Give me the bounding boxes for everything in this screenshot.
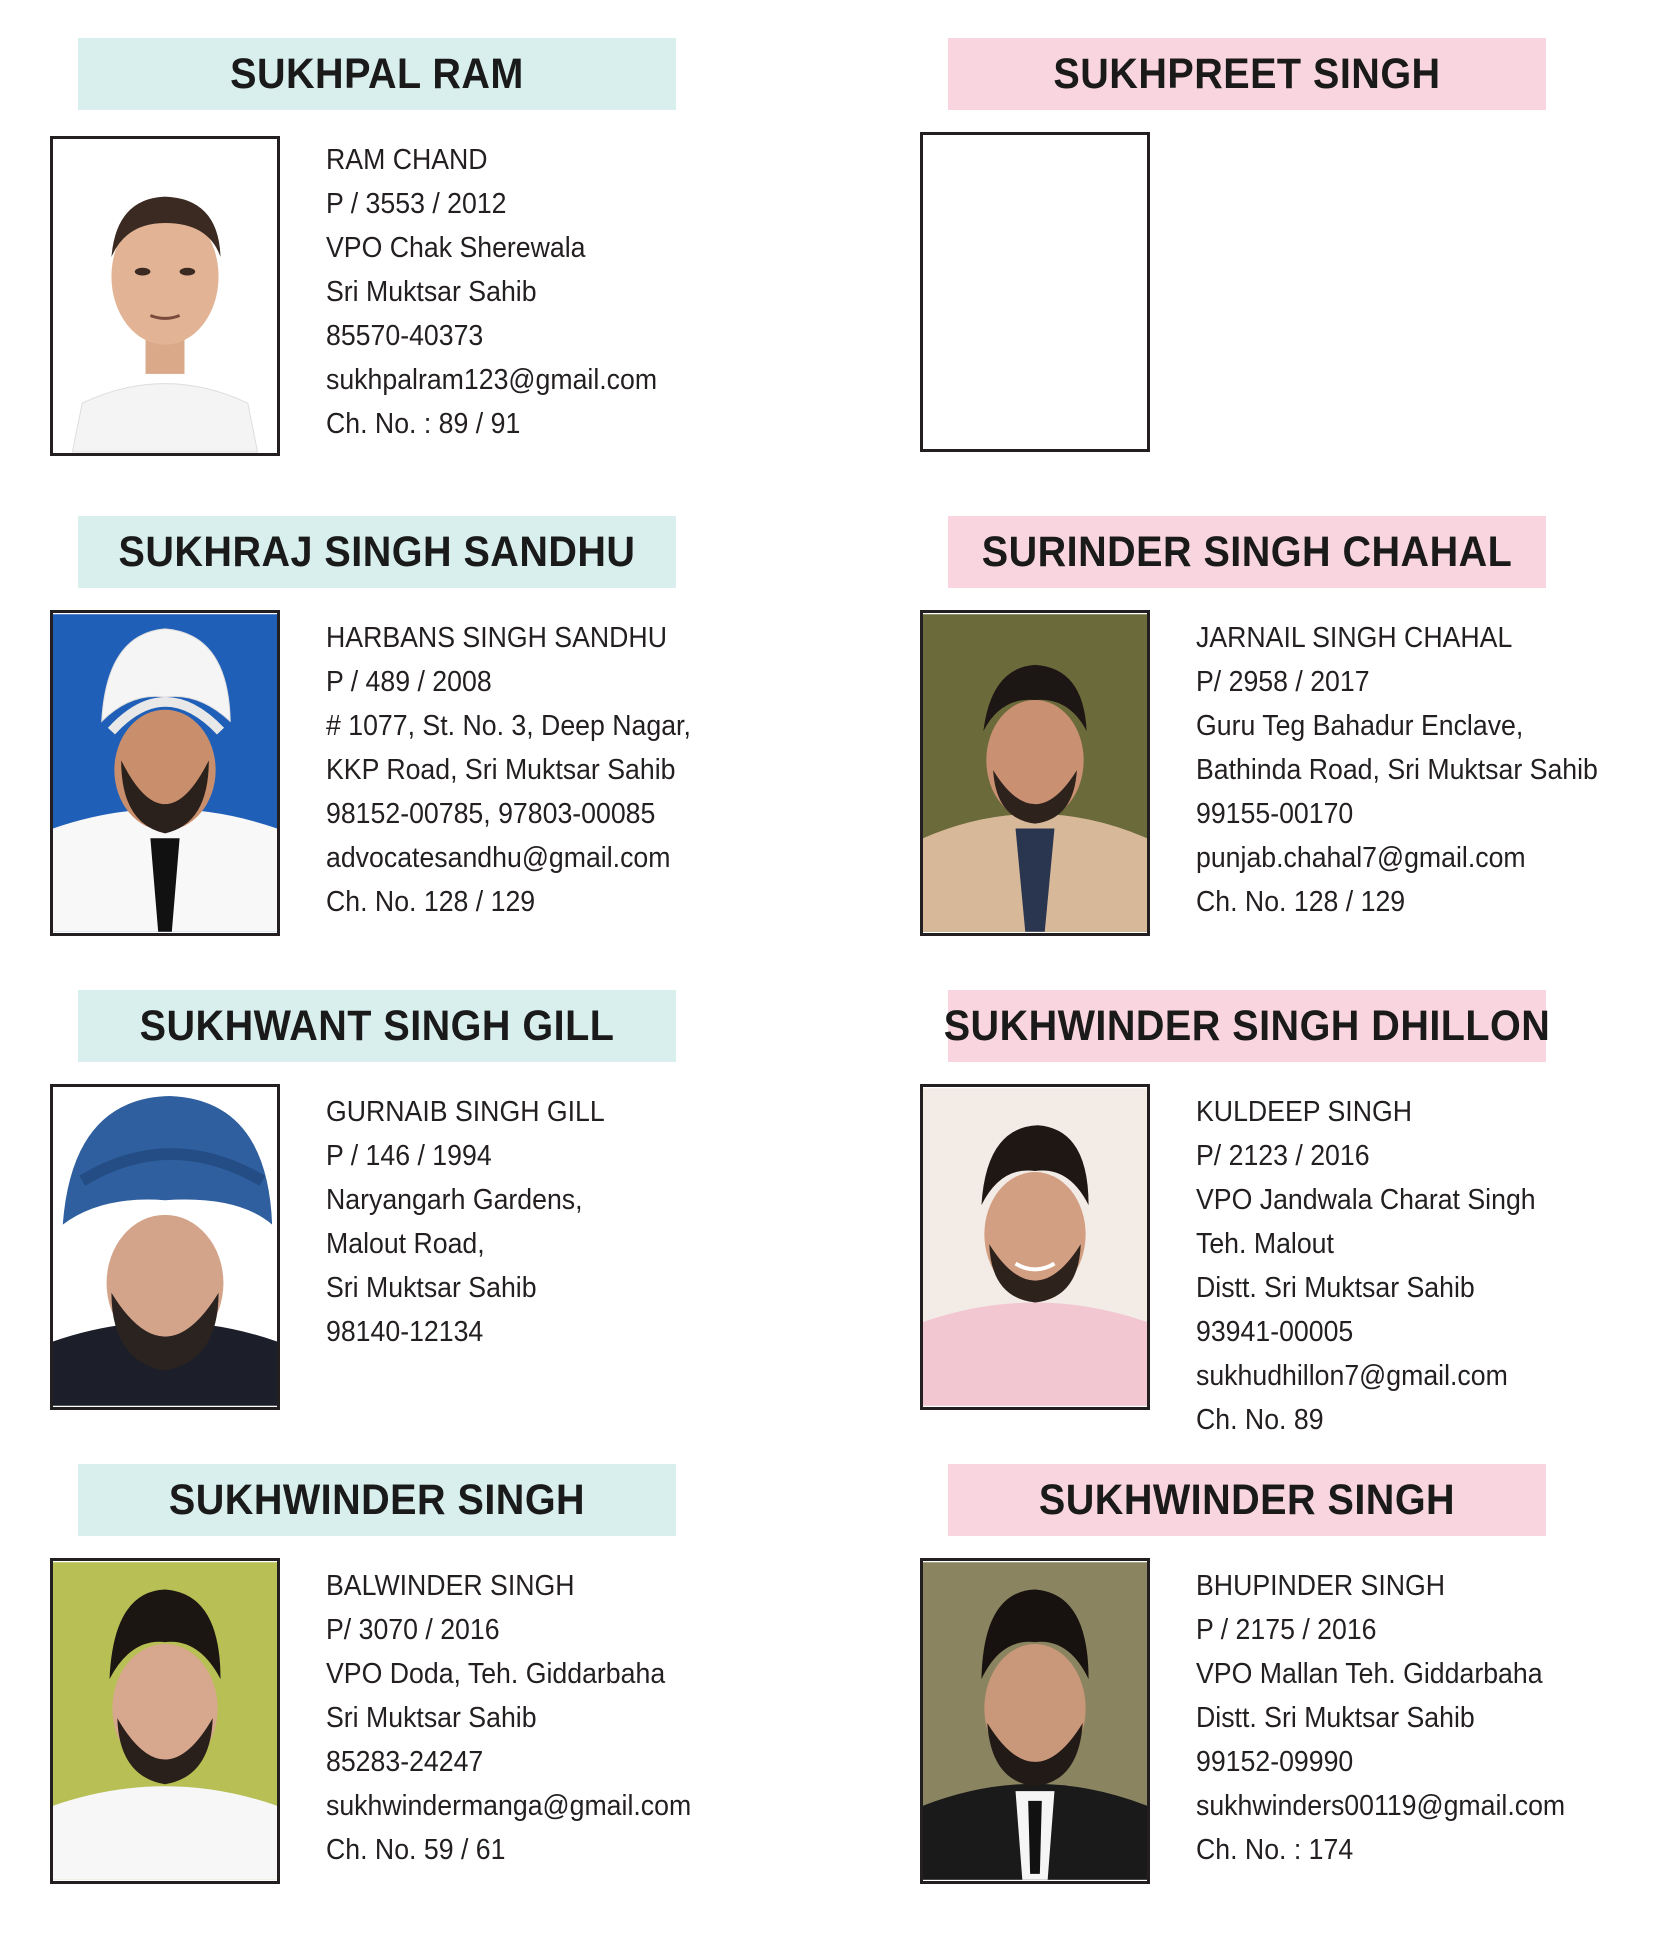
father-name: HARBANS SINGH SANDHU xyxy=(326,622,667,654)
address-line: Naryangarh Gardens, xyxy=(326,1184,583,1216)
father-name: JARNAIL SINGH CHAHAL xyxy=(1196,622,1513,654)
member-photo xyxy=(920,1558,1150,1884)
chamber-number: Ch. No. 128 / 129 xyxy=(1196,886,1406,918)
address-line: KKP Road, Sri Muktsar Sahib xyxy=(326,754,676,786)
member-name: SUKHWINDER SINGH DHILLON xyxy=(948,990,1546,1062)
address-line: Distt. Sri Muktsar Sahib xyxy=(1196,1272,1475,1304)
address-line: Bathinda Road, Sri Muktsar Sahib xyxy=(1196,754,1598,786)
enrollment-number: P/ 3070 / 2016 xyxy=(326,1614,500,1646)
member-details xyxy=(326,1564,804,1872)
email-address: sukhwinders00119@gmail.com xyxy=(1196,1790,1566,1822)
address-line: Malout Road, xyxy=(326,1228,485,1260)
father-name: BALWINDER SINGH xyxy=(326,1570,575,1602)
father-name: BHUPINDER SINGH xyxy=(1196,1570,1446,1602)
member-details xyxy=(1196,1564,1671,1872)
member-name: SUKHWANT SINGH GILL xyxy=(78,990,676,1062)
member-card-sukhwant-singh-gill xyxy=(38,990,838,1460)
address-line: VPO Chak Sherewala xyxy=(326,232,586,264)
member-name: SUKHWINDER SINGH xyxy=(948,1464,1546,1536)
address-line: Sri Muktsar Sahib xyxy=(326,1702,537,1734)
portrait-image xyxy=(923,1087,1147,1407)
email-address: sukhpalram123@gmail.com xyxy=(326,364,658,396)
email-address: sukhwindermanga@gmail.com xyxy=(326,1790,692,1822)
father-name: KULDEEP SINGH xyxy=(1196,1096,1412,1128)
member-card-sukhwinder-singh-dhillon xyxy=(908,990,1671,1460)
member-name: SUKHPAL RAM xyxy=(78,38,676,110)
address-line: VPO Doda, Teh. Giddarbaha xyxy=(326,1658,666,1690)
chamber-number: Ch. No. : 174 xyxy=(1196,1834,1354,1866)
member-photo xyxy=(50,1084,280,1410)
enrollment-number: P/ 2958 / 2017 xyxy=(1196,666,1370,698)
email-address: advocatesandhu@gmail.com xyxy=(326,842,671,874)
portrait-image xyxy=(53,1561,277,1881)
portrait-image xyxy=(923,1561,1147,1881)
address-line: Guru Teg Bahadur Enclave, xyxy=(1196,710,1524,742)
member-card-sukhpal-ram xyxy=(38,38,838,508)
chamber-number: Ch. No. 89 xyxy=(1196,1404,1324,1436)
member-details xyxy=(1196,1090,1671,1442)
phone-number: 93941-00005 xyxy=(1196,1316,1354,1348)
portrait-image xyxy=(923,613,1147,933)
member-card-sukhwinder-singh-1 xyxy=(38,1464,838,1934)
enrollment-number: P/ 2123 / 2016 xyxy=(1196,1140,1370,1172)
member-name: SURINDER SINGH CHAHAL xyxy=(948,516,1546,588)
member-card-sukhpreet-singh xyxy=(908,38,1671,508)
portrait-image xyxy=(53,139,277,453)
chamber-number: Ch. No. : 89 / 91 xyxy=(326,408,521,440)
enrollment-number: P / 489 / 2008 xyxy=(326,666,492,698)
address-line: Teh. Malout xyxy=(1196,1228,1334,1260)
address-line: VPO Jandwala Charat Singh xyxy=(1196,1184,1536,1216)
address-line: Distt. Sri Muktsar Sahib xyxy=(1196,1702,1475,1734)
member-photo-placeholder xyxy=(920,132,1150,452)
member-name: SUKHWINDER SINGH xyxy=(78,1464,676,1536)
member-card-sukhwinder-singh-2 xyxy=(908,1464,1671,1934)
phone-number: 98140-12134 xyxy=(326,1316,484,1348)
member-photo xyxy=(50,610,280,936)
address-line: Sri Muktsar Sahib xyxy=(326,1272,537,1304)
email-address: punjab.chahal7@gmail.com xyxy=(1196,842,1526,874)
member-details xyxy=(1196,616,1671,924)
address-line: # 1077, St. No. 3, Deep Nagar, xyxy=(326,710,691,742)
father-name: RAM CHAND xyxy=(326,144,488,176)
phone-number: 98152-00785, 97803-00085 xyxy=(326,798,656,830)
member-card-sukhraj-singh-sandhu xyxy=(38,516,838,986)
phone-number: 85283-24247 xyxy=(326,1746,484,1778)
enrollment-number: P / 2175 / 2016 xyxy=(1196,1614,1377,1646)
member-photo xyxy=(920,610,1150,936)
address-line: Sri Muktsar Sahib xyxy=(326,276,537,308)
father-name: GURNAIB SINGH GILL xyxy=(326,1096,605,1128)
enrollment-number: P / 146 / 1994 xyxy=(326,1140,492,1172)
address-line: VPO Mallan Teh. Giddarbaha xyxy=(1196,1658,1543,1690)
chamber-number: Ch. No. 59 / 61 xyxy=(326,1834,506,1866)
member-photo xyxy=(50,136,280,456)
member-card-surinder-singh-chahal xyxy=(908,516,1671,986)
enrollment-number: P / 3553 / 2012 xyxy=(326,188,507,220)
email-address: sukhudhillon7@gmail.com xyxy=(1196,1360,1508,1392)
member-details xyxy=(326,138,804,446)
member-name: SUKHPREET SINGH xyxy=(948,38,1546,110)
phone-number: 85570-40373 xyxy=(326,320,484,352)
member-details xyxy=(326,1090,804,1354)
phone-number: 99152-09990 xyxy=(1196,1746,1354,1778)
portrait-image xyxy=(53,613,277,933)
member-name: SUKHRAJ SINGH SANDHU xyxy=(78,516,676,588)
member-photo xyxy=(50,1558,280,1884)
member-details xyxy=(326,616,804,924)
chamber-number: Ch. No. 128 / 129 xyxy=(326,886,536,918)
phone-number: 99155-00170 xyxy=(1196,798,1354,830)
portrait-image xyxy=(53,1087,277,1407)
member-photo xyxy=(920,1084,1150,1410)
